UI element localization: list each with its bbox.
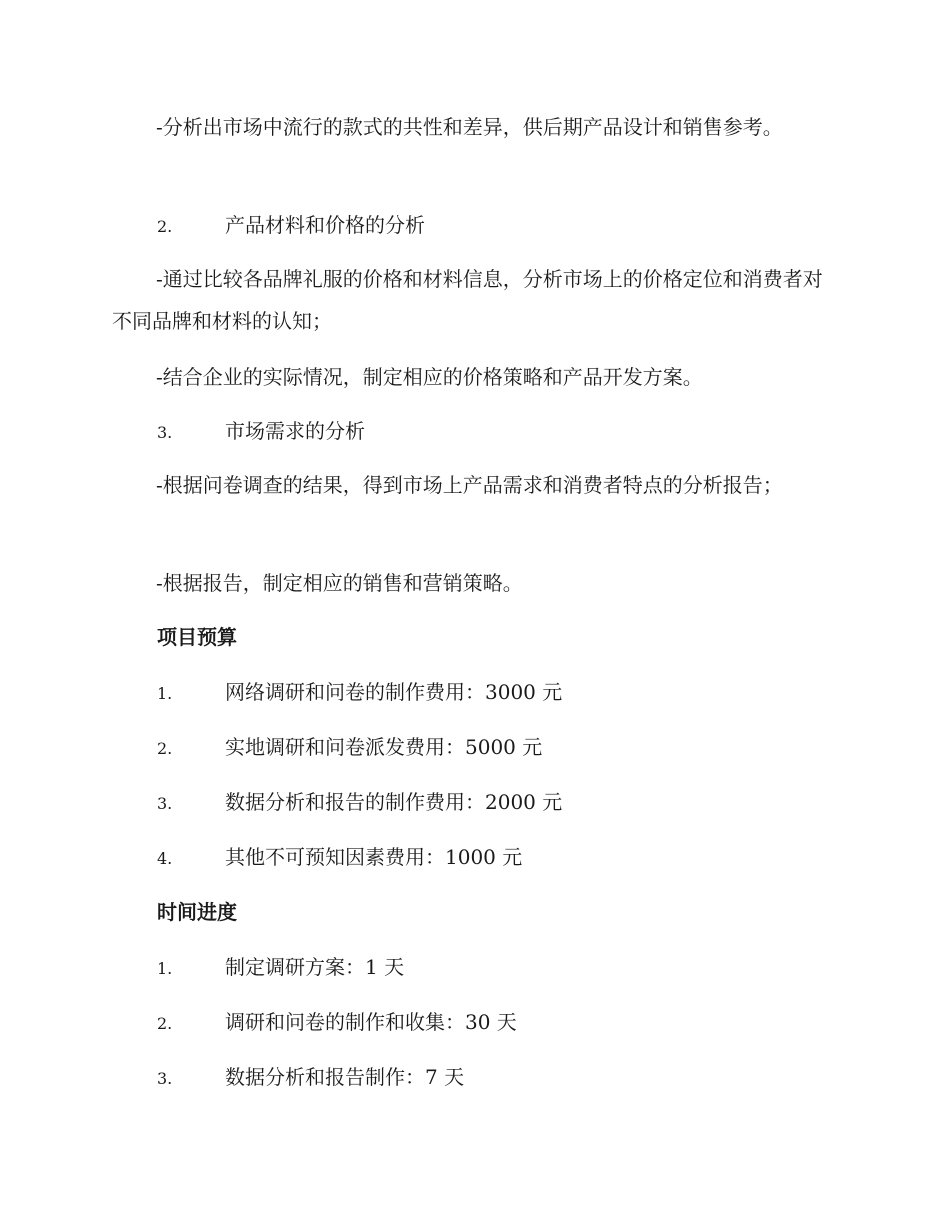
section-heading-budget: 项目预算: [157, 625, 237, 649]
schedule-item: [157, 952, 404, 982]
list-text: 实地调研和问卷派发费用：5000 元: [225, 735, 543, 759]
list-text: 其他不可预知因素费用：1000 元: [225, 845, 523, 869]
list-number: 3.: [157, 423, 173, 442]
list-text: 调研和问卷的制作和收集：30 天: [225, 1010, 517, 1034]
list-number: 4.: [157, 849, 173, 868]
paragraph-price-comparison: -通过比较各品牌礼服的价格和材料信息，分析市场上的价格定位和消费者对不同品牌和材料的认知；: [112, 267, 823, 333]
list-text: 网络调研和问卷的制作费用：3000 元: [225, 680, 563, 704]
schedule-item: [157, 1007, 517, 1037]
list-number: 1.: [157, 684, 173, 703]
list-item-market-demand: [157, 416, 365, 446]
budget-item: [157, 787, 562, 817]
paragraph-price-strategy: -结合企业的实际情况，制定相应的价格策略和产品开发方案。: [156, 365, 703, 389]
section-heading-schedule: 时间进度: [157, 900, 237, 924]
budget-item: [157, 677, 562, 707]
list-text: 市场需求的分析: [225, 419, 365, 443]
budget-item: [157, 842, 522, 872]
list-item-material-price: [157, 210, 425, 240]
list-number: 3.: [157, 1069, 173, 1088]
list-text: 制定调研方案：1 天: [225, 955, 405, 979]
list-text: 产品材料和价格的分析: [225, 213, 425, 237]
list-number: 1.: [157, 959, 173, 978]
list-number: 2.: [157, 1014, 173, 1033]
list-number: 3.: [157, 794, 173, 813]
list-number: 2.: [157, 217, 173, 236]
list-text: 数据分析和报告制作：7 天: [225, 1065, 465, 1089]
paragraph-marketing-strategy: -根据报告，制定相应的销售和营销策略。: [156, 571, 523, 595]
list-number: 2.: [157, 739, 173, 758]
paragraph-survey-report: -根据问卷调查的结果，得到市场上产品需求和消费者特点的分析报告；: [156, 473, 783, 497]
list-text: 数据分析和报告的制作费用：2000 元: [225, 790, 563, 814]
budget-item: [157, 732, 542, 762]
schedule-item: [157, 1062, 464, 1092]
paragraph-style-analysis: -分析出市场中流行的款式的共性和差异，供后期产品设计和销售参考。: [156, 115, 783, 139]
